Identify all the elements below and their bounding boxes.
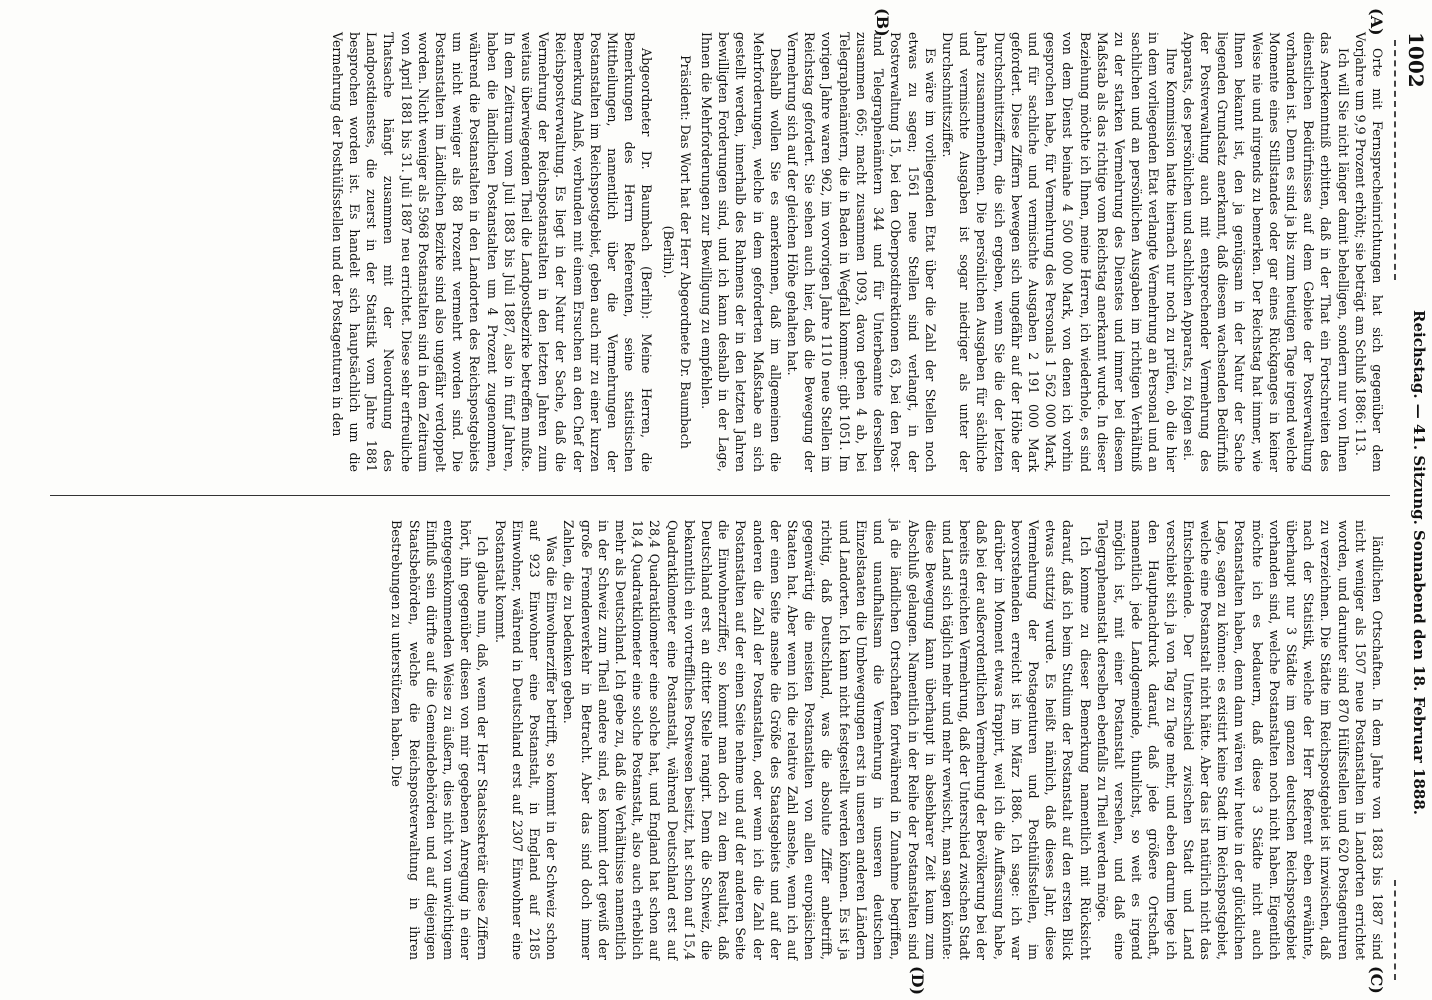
speaker-line: Präsident: Das Wort hat der Herr Abgeordnete Dr. Baumbach (Berlin).: [660, 55, 693, 449]
header-rule-right: [1394, 880, 1396, 980]
paragraph: Was die Einwohnerziffer betrifft, so kommt in der Schweiz schon auf 923 Einwohner eine Postanstalt, in England auf 2185 Einwohner, während in Deutschland erst auf 2307 Einwohner eine Postanstalt kommt.: [492, 520, 560, 960]
right-column: [388, 520, 1386, 960]
paragraph: ländlichen Ortschaften. In dem Jahre von 1883 bis 1887 sind nicht weniger als 1507 neue Postanstalten in Landorten errichtet worden, und darunter sind 870 Hülfsstellen und 620 Postagenturen zu verzeichnen. Die Städte im Reichspostgebiet ist inzwischen, daß nach der Statistik, welche der Herr Referent eben erwähnte, überhaupt nur 3 Städte im ganzen deutschen Reichspostgebiet vorhanden sind, welche Postanstalten noch nicht haben. Eigentlich möchte ich es bedauern, daß diese 3 Städte nicht auch Postanstalten haben, denn dann wären wir heute in der glücklichen Lage, sagen zu können: es existirt keine Stadt im Reichspostgebiet, welche eine Postanstalt nicht hätte. Aber das ist natürlich nicht das Entscheidende. Der Unterschied zwischen Stadt und Land verschiebt sich ja von Tag zu Tage mehr, und eben darum lege ich den Hauptnachdruck darauf, daß jede größere Ortschaft, namentlich jede Landgemeinde, thunlichst, so weit es irgend möglich ist, mit einer Postanstalt versehen, und daß eine Telegraphenanstalt derselben ebenfalls zu Theil werden möge.: [1094, 520, 1385, 960]
paragraph: Ich will Sie nicht länger damit behelligen, sondern nur von Ihnen das Anerkenntniß erbitten, daß in der That ein Fortschreiten des dienstlichen Bedürfnisses auf dem Gebiete der Postverwaltung vorhanden ist. Denn es sind ja bis zum heutigen Tage irgend welche Momente eines Stillstandes oder gar eines Rückganges in keiner Weise nie und nirgends zu bemerken. Der Reichstag hat immer, wie Ihnen bekannt ist, den ja genügsam in der Natur der Sache liegenden Grundsatz anerkannt, daß diesem wachsenden Bedürfniß der Postverwaltung auch mit entsprechender Vermehrung des Apparats, des persönlichen und sachlichen Apparats, zu folgen sei.: [1180, 32, 1351, 472]
paragraph: Abgeordneter Dr. Baumbach (Berlin): Meine Herren, die Bemerkungen des Herrn Referenten, seine statistischen Mittheilungen, namentlich über die Vermehrungen der Postanstalten im Reichspostgebiet, geben auch mir zu einer kurzen Bemerkung Anlaß, verbunden mit einem Ersuchen an den Chef der Reichspostverwaltung. Es liegt in der Natur der Sache, daß die Vermehrung der Reichspostanstalten in den letzten Jahren zum weitaus überwiegenden Theil die Landpostbezirke betreffen mußte. In dem Zeitraum vom Juli 1883 bis Juli 1887, also in fünf Jahren, haben die ländlichen Postanstalten um 4 Prozent zugenommen, während die Postanstalten in den Landorten des Reichspostgebiets um nicht weniger als 88 Prozent vermehrt worden sind. Die Postanstalten im Ländlichen Bezirke sind also ungefähr verdoppelt worden. Nicht weniger als 5968 Postanstalten sind in dem Zeitraum von April 1881 bis 31. Juli 1887 neu errichtet. Diese sehr erfreuliche Thatsache hängt zusammen mit der Neuordnung des Landpostdienstes, die zuerst in der Statistik vom Jahre 1881 besprochen worden ist. Es handelt sich hauptsächlich um die Vermehrung der Posthülfsstellen und der Postagenturen in den: [329, 32, 655, 472]
header-rule-left: [1394, 40, 1396, 280]
margin-marker-d: (D): [908, 966, 927, 996]
page-header: Reichstag. — 41. Sitzung. Sonnabend den 18. Februar 1888.: [1410, 310, 1428, 816]
paragraph: Ich glaube nun, daß, wenn der Herr Staatssekretär diese Ziffern hört, ihn gegenüber diesen von mir gegebenen Anregung in einer entgegenkommenden Weise zu äußern, dies nicht von unwichtigem Einfluß sein dürfte auf die Gemeindebehörden und auf diejenigen Staatsbehörden, welche die Reichspostverwaltung in ihren Bestrebungen zu unterstützen haben. Die: [389, 520, 491, 960]
paragraph: Ihre Kommission hatte hiernach nur noch zu prüfen, ob die hier in dem vorliegenden Etat verlangte Vermehrung an Personal und an sachlichen und an persönlichen Ausgaben im richtigen Verhältniß zu der starken Vermehrung des Dienstes und immer bei diesem Maßstab als das richtige vom Reichstag anerkannt wurde. In dieser Beziehung möchte ich Ihnen, meine Herren, ich wiederhole, es sind von dem Dienst beinahe 4 500 000 Mark, von denen ich vorhin gesprochen habe, für Vermehrung des Personals 1 562 000 Mark, und für sachliche und vermischte Ausgaben 2 191 000 Mark gefordert. Diese Ziffern bewegen sich ungefähr auf der Höhe der Durchschnittsziffern, die sich ergeben, wenn Sie die der letzten Jahre zusammennehmen. Die persönlichen Ausgaben für sächliche und vermischte Ausgaben ist sogar niedriger als unter der Durchschnittsziffer.: [939, 32, 1179, 472]
paragraph: Deshalb wollen Sie es anerkennen, daß im allgemeinen die Mehrforderungen, welche in dem geforderten Maßstabe an sich gestellt werden, innerhalb des Rahmens der in den letzten Jahren bewilligten Forderungen sind, und ich kann deshalb in der Lage, Ihnen die Mehrforderungen zur Bewilligung zu empfehlen.: [699, 32, 783, 472]
paragraph: Es wäre im vorliegenden Etat über die Zahl der Stellen noch etwas zu sagen; 1561 neue Stellen sind verlangt, in der Postverwaltung 15, bei den Oberpostdirektionen 63, bei den Post- und Telegraphenämtern 344 und für Unterbeamte derselben zusammen 665; macht zusammen 1093, davon gehen 4 ab, bei Telegraphenämtern, die in Baden in Wegfall kommen: gibt 1051. Im vorigen Jahre waren 962, im vorvorigen Jahre 1110 neue Stellen im Reichstag gefordert. Sie sehen auch hier, daß die Bewegung der Vermehrung sich auf der gleichen Höhe gehalten hat.: [785, 32, 938, 472]
left-column: [329, 32, 1386, 472]
column-divider: [50, 495, 1390, 496]
margin-marker-b: (B): [873, 8, 892, 37]
page-number: 1002: [1404, 32, 1428, 88]
margin-marker-a: (A): [1367, 8, 1386, 36]
paragraph: Ich komme zu dieser Bemerkung namentlich mit Rücksicht darauf, daß ich beim Studium der Postanstalt auf den ersten Blick etwas stutzig wurde. Es heißt nämlich, daß dieses Jahr, diese Vermehrung der Postagenturen und Posthülfsstellen, im bevorstehenden erreicht ist im März 1886. Ich sage: ich war darüber im Moment etwas frappirt, weil ich die Auffassung habe, daß bei der außerordentlichen Vermehrung der Bevölkerung bei der bereits erreichten Vermehrung, daß der Unterschied zwischen Stadt und Land sich täglich mehr und mehr verwischt, man sagen könnte: diese Bewegung kann überhaupt in absehbarer Zeit kaum zum Abschluß gelangen. Namentlich in der Reihe der Postanstalten sind ja die ländlichen Ortschaften fortwährend in Zunahme begriffen, und unaufhaltsam die Vermehrung in unseren deutschen Einzelstaaten die Umbewegungen erst in unseren anderen Ländern und Landorten. Ich kann nicht festgestellt werden können. Es ist ja richtig, daß Deutschland, was die absolute Ziffer anbetrifft, gegenwärtig die meisten Postanstalten von allen europäischen Staaten hat. Aber wenn ich die relative Zahl ansehe, wenn ich auf der einen Seite ansehe die Größe des Staatsgebiets und auf der anderen die Zahl der Postanstalten, oder wenn ich die Zahl der Postanstalten auf der einen Seite nehme und auf der anderen Seite die Einwohnerziffer, so kommt man doch zu dem Resultat, daß Deutschland erst an dritter Stelle rangirt. Denn die Schweiz, die bekanntlich ein vortreffliches Postwesen besitzt, hat schon auf 15,4 Quadratkilometer eine Postanstalt, während Deutschland erst auf 28,4 Quadratkilometer eine solche hat, und England hat schon auf 18,4 Quadratkilometer eine solche Postanstalt, also auch erheblich mehr als Deutschland. Ich gebe zu, daß die Verhältnisse namentlich in der Schweiz zum Theil andere sind, es kommt dort gewiß der große Fremdenverkehr in Betracht. Aber das sind doch immer Zahlen, die zu bedenken geben.: [561, 520, 1093, 960]
margin-marker-c: (C): [1367, 966, 1386, 994]
paragraph: Orte mit Fernsprecheinrichtungen hat sich gegenüber dem Vorjahre um 9,9 Prozent erhöht; sie beträgt am Schluß 1886: 113.: [1352, 32, 1385, 472]
